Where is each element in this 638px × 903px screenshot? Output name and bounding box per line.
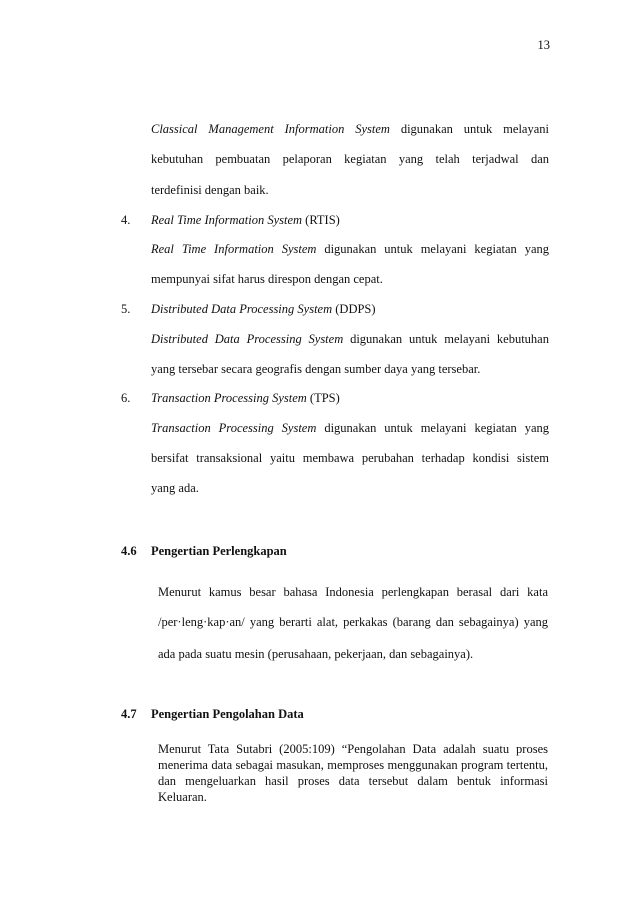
- section-number: 4.6: [121, 544, 137, 558]
- section-47-paragraph: Menurut Tata Sutabri (2005:109) “Pengolahan Data adalah suatu proses menerima data sebagai masukan, memproses menggunakan program tertentu, dan mengeluarkan hasil proses data tersebut dalam bentuk informasi Keluaran.: [158, 742, 548, 804]
- section-46-line-3: ada pada suatu mesin (perusahaan, pekerjaan, dan sebagainya).: [158, 647, 474, 661]
- section-number: 4.7: [121, 707, 137, 721]
- intro-line-1: Classical Management Information System digunakan untuk melayani: [151, 122, 549, 136]
- section-46-line-1: Menurut kamus besar bahasa Indonesia perlengkapan berasal dari kata: [158, 585, 548, 599]
- item-desc-line-1: Real Time Information System digunakan untuk melayani kegiatan yang: [151, 242, 549, 256]
- item-number: 5.: [121, 302, 131, 316]
- page-number: 13: [537, 38, 550, 52]
- item-desc-line-2: mempunyai sifat harus direspon dengan cepat.: [151, 272, 383, 286]
- item-desc-line-1: Distributed Data Processing System digunakan untuk melayani kebutuhan: [151, 332, 549, 346]
- section-46-line-2: /per·leng·kap·an/ yang berarti alat, perkakas (barang dan sebagainya) yang: [158, 615, 548, 629]
- item-number: 6.: [121, 391, 131, 405]
- item-title: Transaction Processing System (TPS): [151, 391, 340, 405]
- item-desc-line-3: yang ada.: [151, 481, 199, 495]
- item-title: Real Time Information System (RTIS): [151, 213, 340, 227]
- item-title: Distributed Data Processing System (DDPS): [151, 302, 376, 316]
- intro-line-2: kebutuhan pembuatan pelaporan kegiatan yang telah terjadwal dan: [151, 152, 549, 166]
- section-title: Pengertian Perlengkapan: [151, 544, 287, 558]
- item-desc-line-1: Transaction Processing System digunakan untuk melayani kegiatan yang: [151, 421, 550, 435]
- item-desc-line-2: yang tersebar secara geografis dengan sumber daya yang tersebar.: [151, 362, 481, 376]
- item-desc-line-2: bersifat transaksional yaitu membawa perubahan terhadap kondisi sistem: [151, 451, 549, 465]
- intro-line-3: terdefinisi dengan baik.: [151, 183, 269, 197]
- item-number: 4.: [121, 213, 131, 227]
- section-title: Pengertian Pengolahan Data: [151, 707, 304, 721]
